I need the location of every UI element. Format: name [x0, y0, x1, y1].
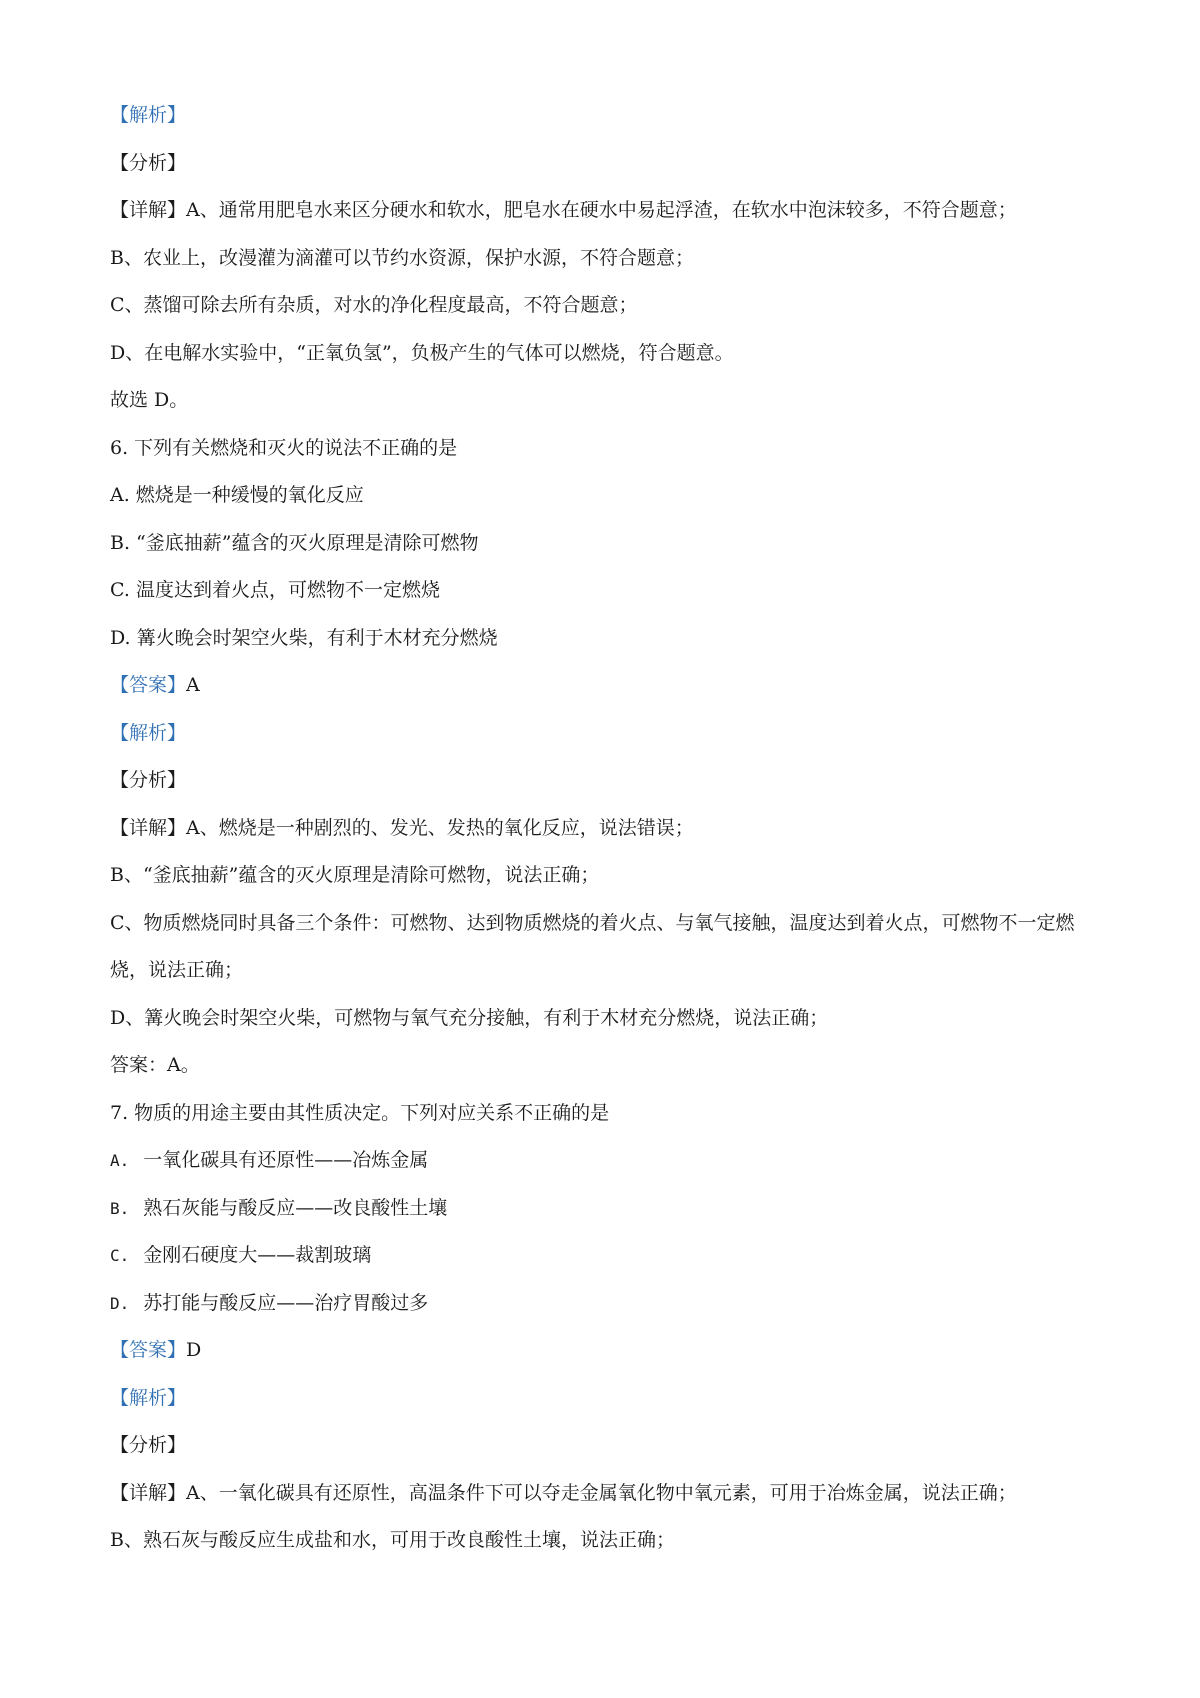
detail-line-b: B、熟石灰与酸反应生成盐和水，可用于改良酸性土壤，说法正确； [110, 1529, 675, 1551]
option-letter: B. [110, 1198, 130, 1218]
fenxi-label [110, 1422, 1100, 1470]
detail-tag: 【详解】 [110, 1481, 187, 1504]
fenxi-tag: 【分析】 [110, 1434, 187, 1456]
answer-tag: 【答案】 [110, 674, 187, 696]
option-letter: A. [110, 1151, 130, 1170]
detail-text: A、通常用肥皂水来区分硬水和软水，肥皂水在硬水中易起浮渣，在软水中泡沫较多，不符合题意； [186, 199, 1017, 221]
analysis-section-label [110, 92, 1100, 140]
detail-line-d: D、在电解水实验中，“正氧负氢”，负极产生的气体可以燃烧，符合题意。 [110, 341, 734, 364]
detail-line-a [110, 1470, 1100, 1518]
detail-line-c: C、物质燃烧同时具备三个条件：可燃物、达到物质燃烧的着火点、与氧气接触，温度达到着火点，可燃物不一定燃烧，说法正确； [110, 911, 1075, 981]
analysis-section-label [110, 710, 1100, 758]
answer-value: D [186, 1339, 202, 1361]
analysis-section-label [110, 1375, 1100, 1423]
detail-tag: 【详解】 [110, 816, 187, 839]
option-d: D. 篝火晚会时架空火柴，有利于木材充分燃烧 [110, 626, 498, 649]
option-text: 熟石灰能与酸反应——改良酸性土壤 [143, 1196, 448, 1219]
option-a [110, 1137, 1100, 1185]
detail-line-c: C、蒸馏可除去所有杂质，对水的净化程度最高，不符合题意； [110, 294, 638, 316]
conclusion-line: 故选 D。 [110, 389, 189, 411]
question-stem: 7. 物质的用途主要由其性质决定。下列对应关系不正确的是 [110, 1101, 610, 1124]
option-text: 一氧化碳具有还原性——冶炼金属 [143, 1149, 429, 1171]
analysis-tag: 【解析】 [110, 721, 187, 744]
option-text: 金刚石硬度大——裁割玻璃 [143, 1244, 372, 1266]
option-b [110, 1185, 1100, 1233]
detail-line-d: D、篝火晚会时架空火柴，可燃物与氧气充分接触，有利于木材充分燃烧，说法正确； [110, 1006, 829, 1029]
answer-tag: 【答案】 [110, 1339, 187, 1361]
detail-tag: 【详解】 [110, 199, 187, 221]
option-c [110, 1232, 1100, 1280]
detail-line-b: B、农业上，改漫灌为滴灌可以节约水资源，保护水源，不符合题意； [110, 246, 694, 269]
analysis-tag: 【解析】 [110, 104, 187, 126]
option-c: C. 温度达到着火点，可燃物不一定燃烧 [110, 579, 440, 601]
answer-value: A [186, 674, 200, 696]
answer-line [110, 1327, 1100, 1375]
fenxi-label [110, 140, 1100, 188]
fenxi-tag: 【分析】 [110, 769, 187, 791]
analysis-tag: 【解析】 [110, 1386, 187, 1409]
answer-line [110, 662, 1100, 710]
fenxi-tag: 【分析】 [110, 151, 187, 174]
conclusion-line: 答案：A。 [110, 1054, 200, 1076]
fenxi-label [110, 757, 1100, 805]
option-d [110, 1280, 1100, 1328]
detail-line-b: B、“釜底抽薪”蕴含的灭火原理是清除可燃物，说法正确； [110, 864, 600, 886]
option-letter: D. [110, 1293, 130, 1313]
detail-line-a [110, 187, 1100, 235]
detail-line-a [110, 805, 1100, 853]
option-b: B. “釜底抽薪”蕴含的灭火原理是清除可燃物 [110, 531, 479, 554]
option-a: A. 燃烧是一种缓慢的氧化反应 [110, 484, 364, 506]
detail-text: A、一氧化碳具有还原性，高温条件下可以夺走金属氧化物中氧元素，可用于冶炼金属，说法正确； [186, 1481, 1017, 1504]
option-text: 苏打能与酸反应——治疗胃酸过多 [143, 1291, 429, 1314]
option-letter: C. [110, 1246, 130, 1265]
detail-text: A、燃烧是一种剧烈的、发光、发热的氧化反应，说法错误； [186, 816, 694, 839]
question-stem: 6. 下列有关燃烧和灭火的说法不正确的是 [110, 436, 458, 459]
